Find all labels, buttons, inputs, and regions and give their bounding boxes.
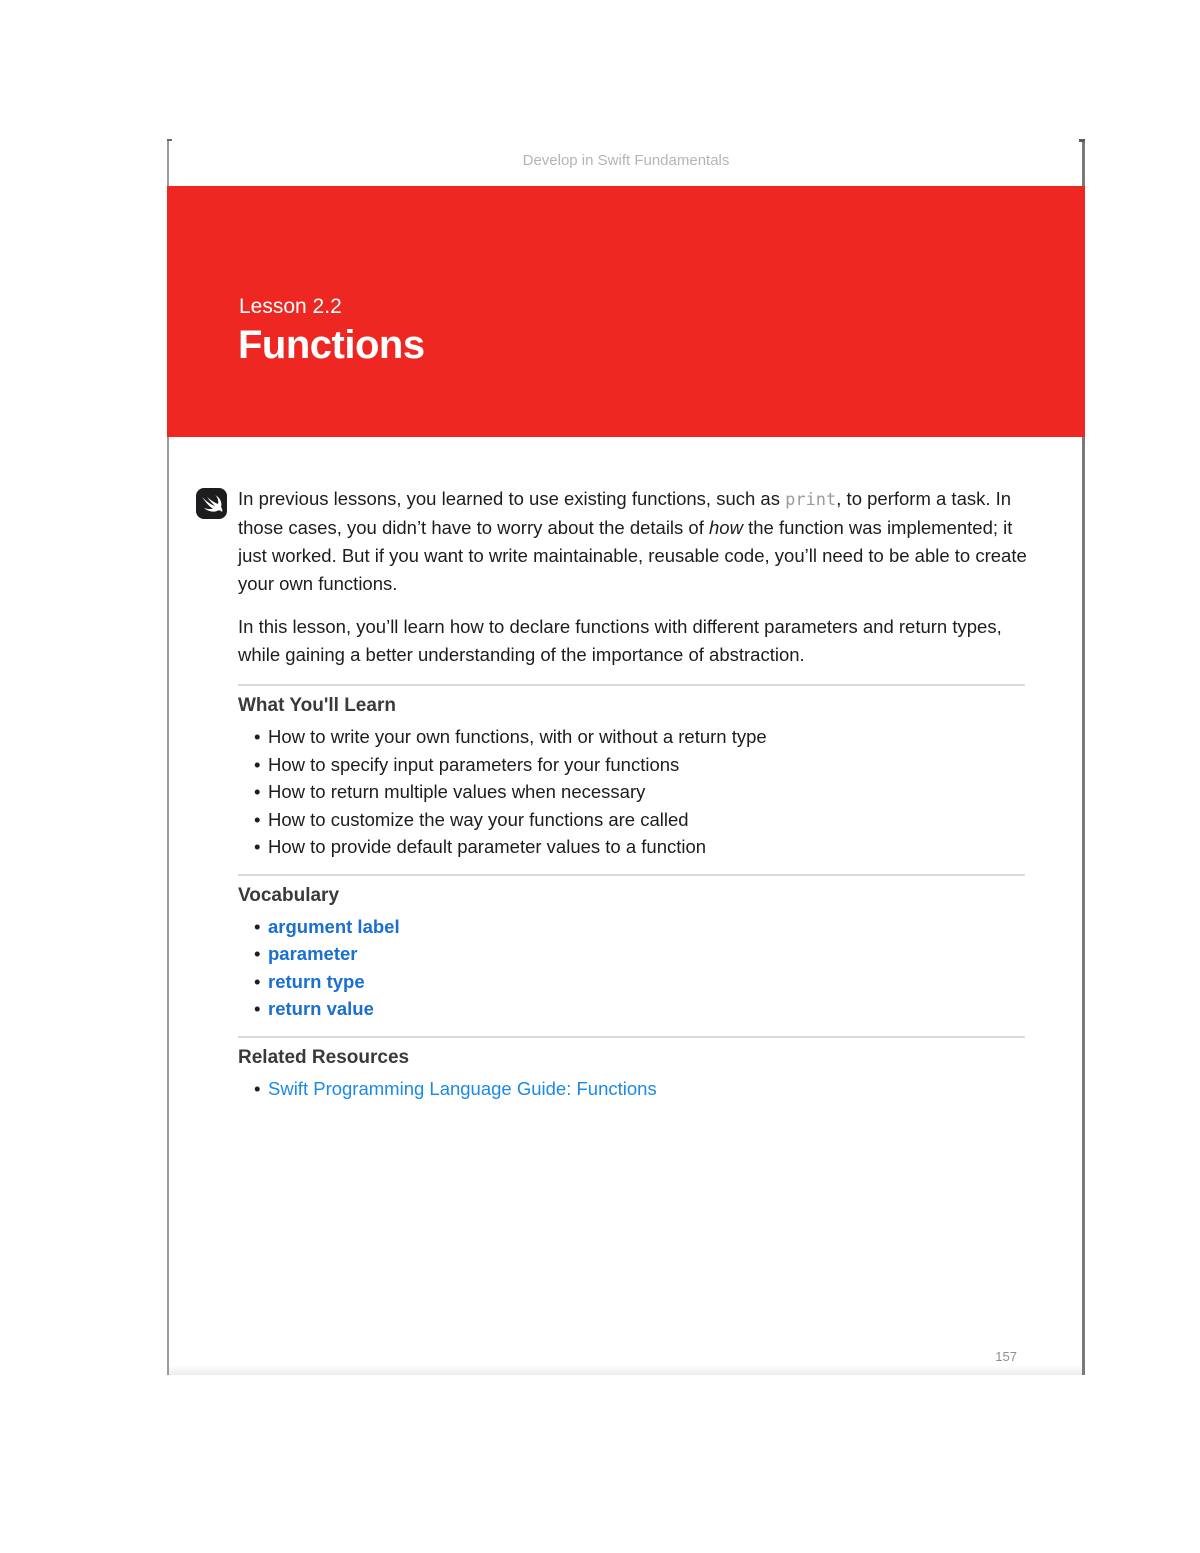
learn-item-text: How to return multiple values when necessary <box>268 781 646 802</box>
bullet-icon: • <box>254 943 261 964</box>
bullet-icon: • <box>254 998 261 1019</box>
section-divider <box>238 874 1025 876</box>
resource-link-swift-guide[interactable] <box>238 1075 1028 1103</box>
swift-logo-icon-glyph <box>196 488 227 519</box>
lesson-number: Lesson 2.2 <box>239 295 342 318</box>
list-item <box>238 723 1028 751</box>
vocabulary-link-argument-label[interactable] <box>238 913 1028 941</box>
learn-section-title: What You'll Learn <box>238 695 396 716</box>
bullet-icon: • <box>254 726 261 747</box>
bullet-icon: • <box>254 753 261 775</box>
vocabulary-section-title: Vocabulary <box>238 884 340 906</box>
vocabulary-link-return-type[interactable] <box>238 968 1028 996</box>
code-print: print <box>785 490 837 510</box>
lesson-title: Functions <box>238 323 425 367</box>
vocabulary-link-parameter[interactable] <box>238 940 1028 968</box>
page-number: 157 <box>995 1349 1017 1364</box>
intro-text-1a: In previous lessons, you learned to use existing functions, such as <box>238 488 786 509</box>
bullet-icon: • <box>254 808 261 830</box>
vocabulary-link-return-value[interactable] <box>238 995 1028 1023</box>
learn-item-text: How to customize the way your functions are called <box>268 808 689 830</box>
resources-section-title: Related Resources <box>238 1046 410 1068</box>
learn-item-text: How to write your own functions, with or without a return type <box>268 726 767 747</box>
bullet-icon: • <box>254 1077 261 1099</box>
section-divider <box>238 1036 1025 1038</box>
book-page <box>167 139 1085 1375</box>
bullet-icon: • <box>254 781 261 802</box>
list-item <box>238 833 1028 861</box>
intro-emphasis-how: how <box>709 517 743 538</box>
page-right-corner <box>1079 139 1085 142</box>
bullet-icon: • <box>254 836 261 857</box>
resources-list <box>238 1075 1028 1103</box>
intro-text-1b: , to perform a task. In those cases, you didn’t have to worry about the details of <box>238 488 1012 538</box>
intro-paragraph-2: In this lesson, you’ll learn how to declare functions with different parameters and return types, while gaining a better understanding of the importance of abstraction. <box>238 616 1002 665</box>
list-item <box>238 778 1028 806</box>
resource-link-text[interactable]: Swift Programming Language Guide: Functions <box>268 1077 657 1099</box>
vocabulary-link-text[interactable]: return value <box>268 998 374 1019</box>
list-item <box>238 806 1028 834</box>
vocabulary-link-text[interactable]: parameter <box>268 943 358 964</box>
bullet-icon: • <box>254 915 261 937</box>
list-item <box>238 751 1028 779</box>
learn-list <box>238 723 1028 861</box>
intro-text-1c: the function was implemented; it just worked. But if you want to write maintainable, reusable code, you’ll need to be able to create your own functions. <box>238 517 1027 594</box>
section-divider <box>238 684 1025 686</box>
page-bottom-shadow <box>169 1365 1082 1375</box>
vocabulary-link-text[interactable]: argument label <box>268 915 400 937</box>
running-header: Develop in Swift Fundamentals <box>522 152 730 169</box>
bullet-icon: • <box>254 970 261 992</box>
lesson-body <box>238 485 1028 1115</box>
learn-item-text: How to provide default parameter values to a function <box>268 836 707 857</box>
vocabulary-list <box>238 913 1028 1023</box>
swift-logo-icon <box>196 488 227 519</box>
intro-paragraph-1 <box>238 485 1028 598</box>
page-left-corner <box>167 139 172 141</box>
vocabulary-link-text[interactable]: return type <box>268 970 365 992</box>
learn-item-text: How to specify input parameters for your functions <box>268 753 680 775</box>
